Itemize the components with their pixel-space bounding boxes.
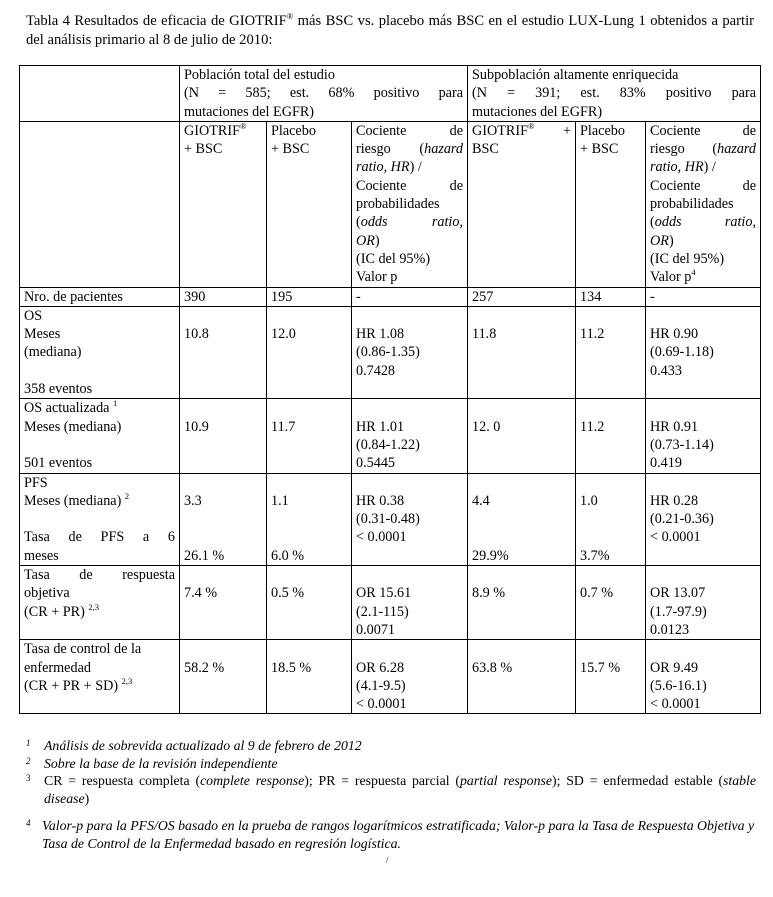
value-cell-g-sub: 257	[468, 287, 576, 306]
header-giotrif-total: GIOTRIF® + BSC	[180, 121, 267, 287]
value-cell-p-sub: 11.2	[576, 399, 646, 473]
value-cell-r-total: OR 6.28 (4.1-9.5) < 0.0001	[352, 640, 468, 714]
table-header-row-cols	[20, 121, 761, 287]
value-cell-g-sub: 63.8 %	[468, 640, 576, 714]
value-cell-g-sub: 4.4 29.9%	[468, 473, 576, 565]
value-cell-g-total: 10.8	[180, 306, 267, 398]
value-cell-r-total: -	[352, 287, 468, 306]
table-row	[20, 306, 761, 398]
row-label-cell: OS actualizada $^1$ Meses (mediana) 501 eventos	[20, 399, 180, 473]
value-cell-p-total: 195	[267, 287, 352, 306]
value-cell-r-sub: HR 0.28 (0.21-0.36) < 0.0001	[646, 473, 761, 565]
value-cell-g-sub: 11.8	[468, 306, 576, 398]
stray-mark: /	[386, 855, 389, 865]
table-row	[20, 640, 761, 714]
caption-label: Tabla 4	[26, 13, 70, 29]
table-row	[20, 399, 761, 473]
value-cell-p-sub: 11.2	[576, 306, 646, 398]
value-cell-r-sub: OR 13.07 (1.7-97.9) 0.0123	[646, 566, 761, 640]
header-empty-cell	[20, 66, 180, 122]
value-cell-p-sub: 1.0 3.7%	[576, 473, 646, 565]
header-placebo-subpop: Placebo + BSC	[576, 121, 646, 287]
value-cell-g-total: 10.9	[180, 399, 267, 473]
value-cell-p-sub: 15.7 %	[576, 640, 646, 714]
value-cell-r-sub: HR 0.91 (0.73-1.14) 0.419	[646, 399, 761, 473]
registered-mark: ®	[286, 11, 294, 21]
value-cell-g-total: 3.3 26.1 %	[180, 473, 267, 565]
caption-text: Resultados de eficacia de GIOTRIF	[74, 13, 287, 29]
footnote-2: 2 Sobre la base de la revisión independiente	[26, 755, 278, 771]
value-cell-r-sub: HR 0.90 (0.69-1.18) 0.433	[646, 306, 761, 398]
header-group-subpop: Subpoblación altamente enriquecida (N = 391; est. 83% positivo para mutaciones del EGFR)	[468, 66, 761, 122]
caption-text-cont: más BSC vs. placebo más BSC en el estudio LUX-Lung 1 obtenidos a partir del análisis primario al 8 de julio de 2010:	[26, 13, 754, 48]
value-cell-g-sub: 8.9 %	[468, 566, 576, 640]
footnote-1: 1 Análisis de sobrevida actualizado al 9 de febrero de 2012	[26, 738, 362, 753]
table-row	[20, 473, 761, 565]
value-cell-g-total: 390	[180, 287, 267, 306]
row-label-cell: Tasa de control de la enfermedad (CR + PR + SD) $^{2,3}$	[20, 640, 180, 714]
value-cell-p-total: 12.0	[267, 306, 352, 398]
value-cell-r-sub: -	[646, 287, 761, 306]
efficacy-table	[19, 65, 761, 714]
value-cell-p-sub: 134	[576, 287, 646, 306]
value-cell-g-total: 58.2 %	[180, 640, 267, 714]
header-empty-cell	[20, 121, 180, 287]
row-label-cell: PFS Meses (mediana) $^2$ Tasa de PFS a 6 meses	[20, 473, 180, 565]
value-cell-r-total: HR 0.38 (0.31-0.48) < 0.0001	[352, 473, 468, 565]
footnotes	[26, 737, 756, 852]
table-caption	[26, 12, 754, 50]
value-cell-p-sub: 0.7 %	[576, 566, 646, 640]
table-row	[20, 287, 761, 306]
value-cell-p-total: 11.7	[267, 399, 352, 473]
value-cell-p-total: 1.1 6.0 %	[267, 473, 352, 565]
header-placebo-total: Placebo + BSC	[267, 121, 352, 287]
row-label-cell: Nro. de pacientes	[20, 287, 180, 306]
value-cell-p-total: 0.5 %	[267, 566, 352, 640]
header-giotrif-subpop: GIOTRIF® + BSC	[468, 121, 576, 287]
value-cell-r-total: OR 15.61 (2.1-115) 0.0071	[352, 566, 468, 640]
value-cell-r-total: HR 1.01 (0.84-1.22) 0.5445	[352, 399, 468, 473]
table-header-row-group	[20, 66, 761, 122]
header-ratio-total: Cociente de riesgo (hazard ratio, HR) / Cociente de probabilidades (odds ratio, OR) (IC del 95%) Valor p	[352, 121, 468, 287]
value-cell-r-sub: OR 9.49 (5.6-16.1) < 0.0001	[646, 640, 761, 714]
footnote-3: 3 CR = respuesta completa (complete response); PR = respuesta parcial (partial response); SD = enfermedad estable (stable disease)	[26, 773, 757, 806]
value-cell-p-total: 18.5 %	[267, 640, 352, 714]
row-label-cell: OS Meses (mediana) 358 eventos	[20, 306, 180, 398]
header-group-total: Población total del estudio (N = 585; est. 68% positivo para mutaciones del EGFR)	[180, 66, 468, 122]
value-cell-r-total: HR 1.08 (0.86-1.35) 0.7428	[352, 306, 468, 398]
header-ratio-subpop: Cociente de riesgo (hazard ratio, HR) / Cociente de probabilidades (odds ratio, OR) (IC del 95%) Valor $p^4$	[646, 121, 761, 287]
value-cell-g-sub: 12. 0	[468, 399, 576, 473]
table-row	[20, 566, 761, 640]
value-cell-g-total: 7.4 %	[180, 566, 267, 640]
footnote-4: 4 Valor-p para la PFS/OS basado en la prueba de rangos logarítmicos estratificada; Valor-p para la Tasa de Respuesta Objetiva y Tasa de Control de la Enfermedad basado en regresión logística.	[26, 818, 755, 851]
row-label-cell: Tasa de respuesta objetiva (CR + PR) $^{2,3}$	[20, 566, 180, 640]
